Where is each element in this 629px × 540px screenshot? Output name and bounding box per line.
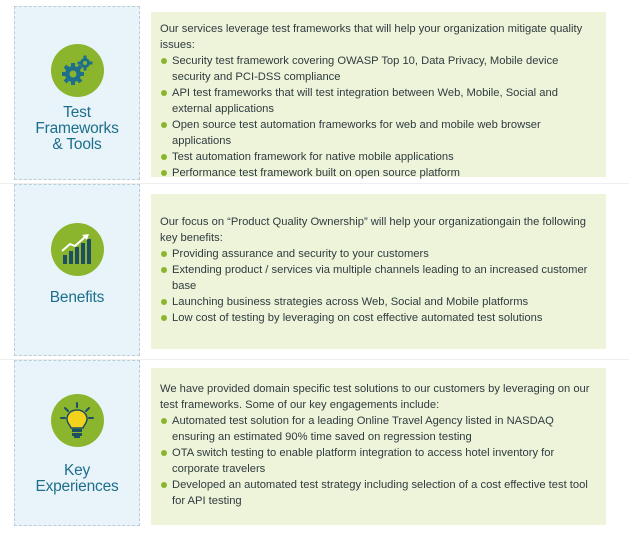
- section-intro: Our services leverage test frameworks that will help your organization mitigate quality issues:: [160, 23, 583, 51]
- section-title: Benefits: [49, 289, 105, 306]
- list-item: Performance test framework built on open source platform: [160, 165, 598, 181]
- section-description: [151, 368, 606, 525]
- section-description: [151, 12, 606, 177]
- list-item: Test automation framework for native mobile applications: [160, 149, 598, 165]
- list-item: Security test framework covering OWASP Top 10, Data Privacy, Mobile device security and PCI-DSS compliance: [160, 53, 598, 85]
- section-key-experiences: [0, 360, 629, 530]
- list-item: Open source test automation frameworks for web and mobile web browser applications: [160, 117, 598, 149]
- section-benefits: [0, 184, 629, 356]
- list-item: Automated test solution for a leading Online Travel Agency listed in NASDAQ ensuring an estimated 90% time saved on regression testing: [160, 413, 598, 445]
- section-title-card: [14, 6, 140, 180]
- bullet-list: [160, 413, 598, 509]
- list-item: Providing assurance and security to your customers: [160, 246, 598, 262]
- list-item: Launching business strategies across Web, Social and Mobile platforms: [160, 294, 598, 310]
- section-description: [151, 194, 606, 349]
- section-title-card: [14, 184, 140, 356]
- section-intro: Our focus on “Product Quality Ownership” will help your organizationgain the following key benefits:: [160, 216, 586, 244]
- list-item: Low cost of testing by leveraging on cost effective automated test solutions: [160, 310, 598, 326]
- section-title: Test Frameworks & Tools: [35, 104, 119, 153]
- list-item: API test frameworks that will test integration between Web, Mobile, Social and external applications: [160, 85, 598, 117]
- section-intro: We have provided domain specific test solutions to our customers by leveraging on our test frameworks. Some of our key engagements include:: [160, 383, 590, 411]
- bullet-list: [160, 53, 598, 181]
- section-title: Key Experiences: [35, 462, 119, 495]
- list-item: Extending product / services via multiple channels leading to an increased customer base: [160, 262, 598, 294]
- growth-chart-icon: [51, 223, 104, 276]
- bullet-list: [160, 246, 598, 326]
- section-title-card: [14, 360, 140, 526]
- light-bulb-icon: [51, 394, 104, 447]
- section-test-frameworks: [0, 6, 629, 180]
- list-item: OTA switch testing to enable platform integration to access hotel inventory for corporate travelers: [160, 445, 598, 477]
- list-item: Developed an automated test strategy including selection of a cost effective test tool for API testing: [160, 477, 598, 509]
- gears-icon: [51, 44, 104, 97]
